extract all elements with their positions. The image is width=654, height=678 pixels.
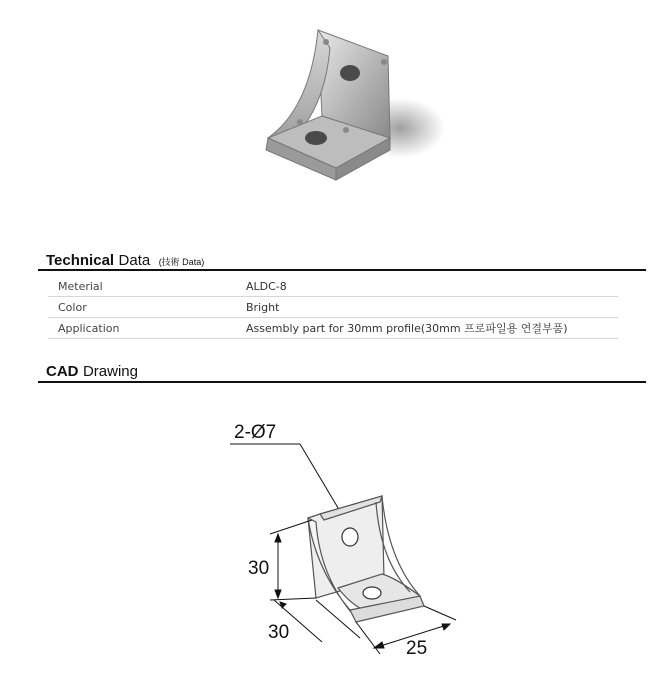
hole-label: 2-Ø7 <box>234 422 277 443</box>
technical-data-title-sub: (技術 Data) <box>158 257 205 267</box>
bracket-drawing <box>308 496 424 622</box>
spec-table <box>48 276 618 339</box>
height-label: 30 <box>248 558 270 579</box>
product-photo <box>250 18 450 203</box>
table-row <box>48 276 618 297</box>
spec-value: Assembly part for 30mm profile(30mm 프로파일용 연결부품) <box>236 318 618 339</box>
cad-drawing <box>220 410 480 665</box>
technical-data-header <box>38 252 646 271</box>
cad-drawing-header <box>38 363 646 383</box>
spec-label: Meterial <box>48 276 236 297</box>
table-row <box>48 297 618 318</box>
hole-lower <box>363 587 381 599</box>
table-row <box>48 318 618 339</box>
cad-title-light: Drawing <box>82 363 138 380</box>
spec-value: Bright <box>236 297 618 318</box>
spec-label: Application <box>48 318 236 339</box>
depth-label: 30 <box>268 622 290 643</box>
width-label: 25 <box>406 638 428 659</box>
cad-title-strong: CAD <box>46 363 79 380</box>
technical-data-title-strong: Technical <box>46 252 115 269</box>
technical-data-title-light: Data <box>118 252 151 269</box>
spec-value: ALDC-8 <box>236 276 618 297</box>
spec-label: Color <box>48 297 236 318</box>
hole-upper <box>342 528 358 546</box>
